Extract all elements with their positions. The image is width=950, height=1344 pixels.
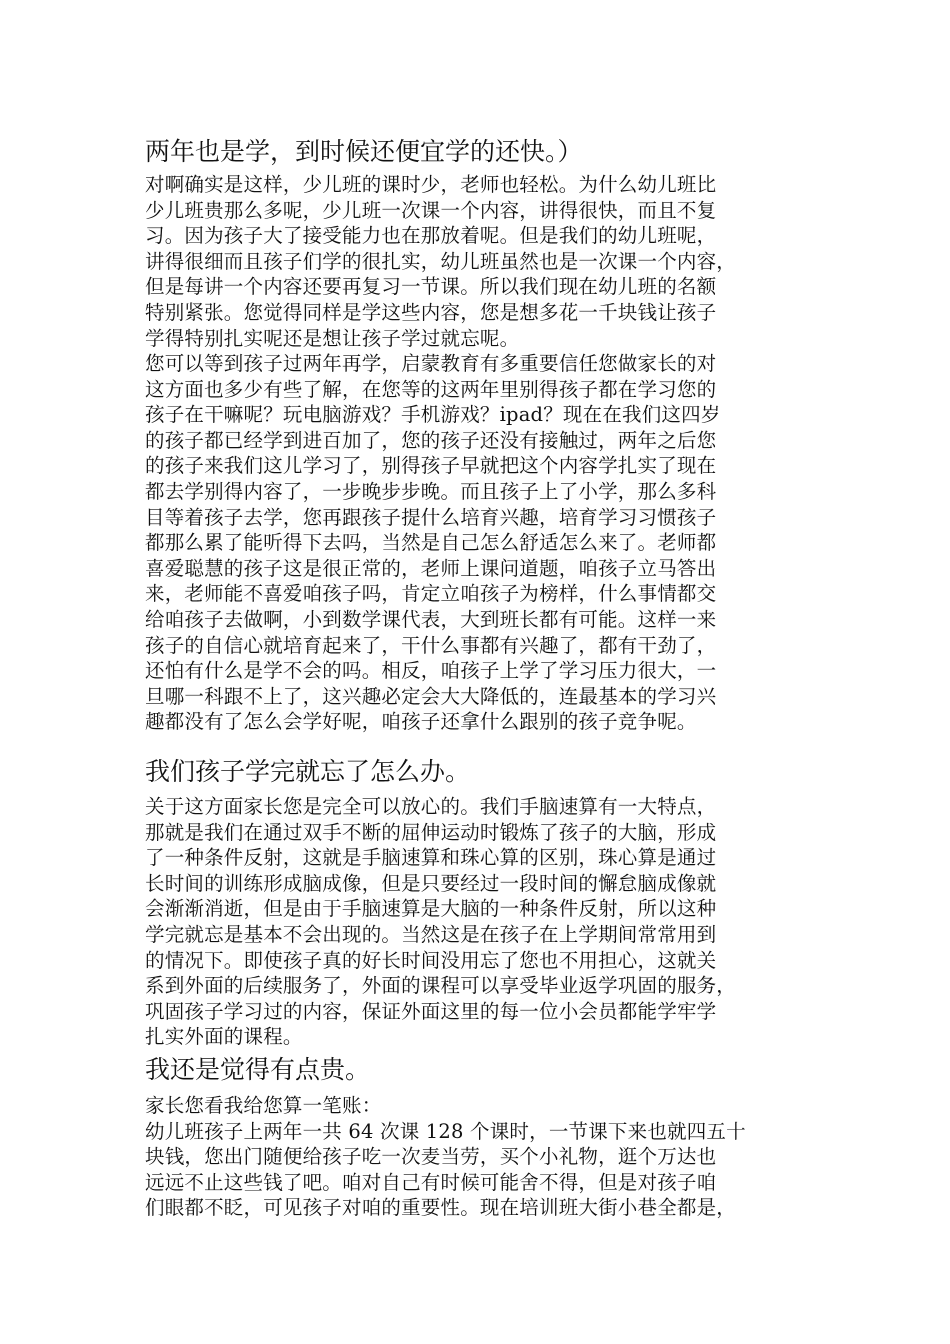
paragraph-class-comparison <box>145 172 805 351</box>
text-line: 喜爱聪慧的孩子这是很正常的，老师上课问道题，咱孩子立马答出 <box>145 556 717 580</box>
text-line: 还怕有什么是学不会的吗。相反，咱孩子上学了学习压力很大，一 <box>145 659 717 683</box>
text-line: 们眼都不眨，可见孩子对咱的重要性。现在培训班大街小巷全都是， <box>145 1196 737 1220</box>
paragraph-cost-breakdown <box>145 1093 805 1221</box>
text-line: 旦哪一科跟不上了，这兴趣必定会大大降低的，连最基本的学习兴 <box>145 684 717 708</box>
paragraph-waiting-two-years <box>145 351 805 735</box>
text-line: 对啊确实是这样，少儿班的课时少，老师也轻松。为什么幼儿班比 <box>145 173 717 196</box>
text-line: 都那么累了能听得下去吗，当然是自己怎么舒适怎么来了。老师都 <box>145 531 717 555</box>
text-line: 幼儿班孩子上两年一共 64 次课 128 个课时，一节课下来也就四五十 <box>145 1119 746 1143</box>
text-line: 这方面也多少有些了解，在您等的这两年里别得孩子都在学习您的 <box>145 377 717 401</box>
text-line: 来，老师能不喜爱咱孩子吗，肯定立咱孩子为榜样，什么事情都交 <box>145 582 717 606</box>
text-line: 您可以等到孩子过两年再学，启蒙教育有多重要信任您做家长的对 <box>145 352 717 375</box>
text-line: 习。因为孩子大了接受能力也在那放着呢。但是我们的幼儿班呢， <box>145 224 717 248</box>
section-heading-price-timing: 两年也是学，到时候还便宜学的还快。） <box>145 137 583 166</box>
text-line: 学完就忘是基本不会出现的。当然这是在孩子在上学期间常常用到 <box>145 922 717 946</box>
text-line: 趣都没有了怎么会学好呢，咱孩子还拿什么跟别的孩子竞争呢。 <box>145 710 697 734</box>
text-line: 讲得很细而且孩子们学的很扎实，幼儿班虽然也是一次课一个内容， <box>145 249 737 273</box>
text-line: 长时间的训练形成脑成像，但是只要经过一段时间的懈怠脑成像就 <box>145 871 717 895</box>
text-line: 孩子在干嘛呢？玩电脑游戏？手机游戏？ipad？现在在我们这四岁 <box>145 403 721 427</box>
text-line: 少儿班贵那么多呢，少儿班一次课一个内容，讲得很快，而且不复 <box>145 198 717 222</box>
section-heading-forgetting: 我们孩子学完就忘了怎么办。 <box>145 757 471 786</box>
text-line: 远远不止这些钱了吧。咱对自己有时候可能舍不得，但是对孩子咱 <box>145 1170 717 1194</box>
text-line: 特别紧张。您觉得同样是学这些内容，您是想多花一千块钱让孩子 <box>145 300 717 324</box>
text-line: 会渐渐消逝，但是由于手脑速算是大脑的一种条件反射，所以这种 <box>145 897 717 921</box>
section-heading-too-expensive: 我还是觉得有点贵。 <box>145 1055 371 1084</box>
text-line: 学得特别扎实呢还是想让孩子学过就忘呢。 <box>145 326 520 350</box>
text-line: 扎实外面的课程。 <box>145 1025 303 1049</box>
text-line: 孩子的自信心就培育起来了，干什么事都有兴趣了，都有干劲了， <box>145 633 717 657</box>
text-line: 那就是我们在通过双手不断的屈伸运动时锻炼了孩子的大脑，形成 <box>145 820 717 844</box>
text-line: 关于这方面家长您是完全可以放心的。我们手脑速算有一大特点， <box>145 795 717 818</box>
text-line: 都去学别得内容了，一步晚步步晚。而且孩子上了小学，那么多科 <box>145 479 717 503</box>
paragraph-forgetting-answer <box>145 794 805 1050</box>
text-line: 目等着孩子去学，您再跟孩子提什么培育兴趣，培育学习习惯孩子 <box>145 505 717 529</box>
text-line: 但是每讲一个内容还要再复习一节课。所以我们现在幼儿班的名额 <box>145 275 717 299</box>
text-line: 的孩子都已经学到进百加了，您的孩子还没有接触过，两年之后您 <box>145 428 717 452</box>
text-line: 巩固孩子学习过的内容，保证外面这里的每一位小会员都能学牢学 <box>145 999 717 1023</box>
text-line: 块钱，您出门随便给孩子吃一次麦当劳，买个小礼物，逛个万达也 <box>145 1145 717 1169</box>
text-line: 给咱孩子去做啊，小到数学课代表，大到班长都有可能。这样一来 <box>145 607 717 631</box>
text-line: 的孩子来我们这儿学习了，别得孩子早就把这个内容学扎实了现在 <box>145 454 717 478</box>
text-line: 家长您看我给您算一笔账： <box>145 1094 382 1117</box>
text-line: 系到外面的后续服务了，外面的课程可以享受毕业返学巩固的服务， <box>145 974 737 998</box>
text-line: 了一种条件反射，这就是手脑速算和珠心算的区别，珠心算是通过 <box>145 846 717 870</box>
text-line: 的情况下。即使孩子真的好长时间没用忘了您也不用担心，这就关 <box>145 948 717 972</box>
